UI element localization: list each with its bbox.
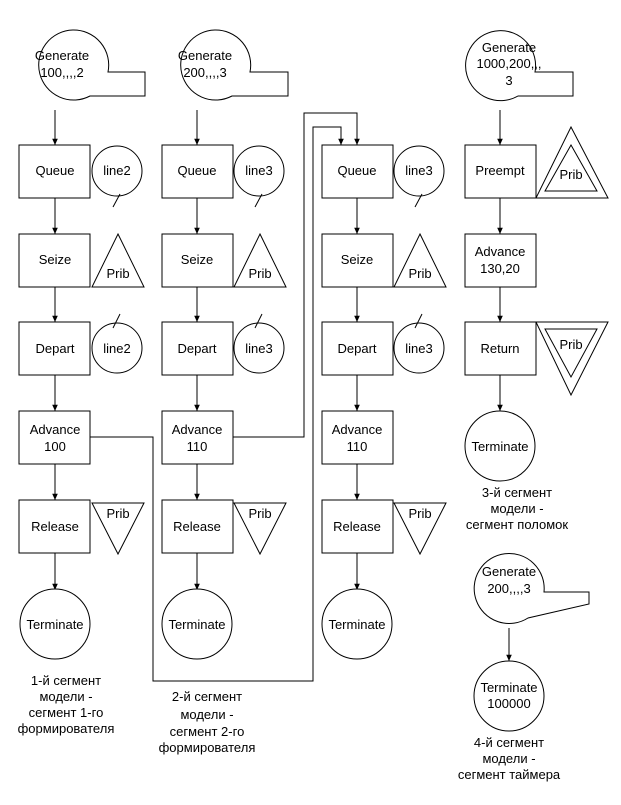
s4-terminate-block[interactable]: [474, 661, 544, 731]
s1-queue-block[interactable]: [19, 145, 90, 198]
s2-generate-block[interactable]: [178, 30, 288, 100]
svg-text:сегмент поломок: сегмент поломок: [465, 517, 569, 532]
segment-2: [159, 30, 288, 755]
s1-terminate-label: Terminate: [26, 617, 84, 632]
s3-advance-block[interactable]: [465, 234, 536, 287]
s1-depart-tag: [92, 314, 142, 373]
sh-queue-tag-label: line3: [405, 163, 433, 178]
s2-depart-tag: [234, 314, 284, 373]
sh-depart-block[interactable]: [322, 322, 393, 375]
sh-depart-tag-label: line3: [405, 341, 433, 356]
s2-depart-block[interactable]: [162, 322, 233, 375]
s1-advance-line2: 100: [44, 439, 66, 454]
svg-text:сегмент 1-го: сегмент 1-го: [28, 705, 104, 720]
sh-release-tag: [394, 503, 446, 554]
s4-terminate-line1: Terminate: [480, 680, 538, 695]
s1-queue-tag-label: line2: [103, 163, 131, 178]
s1-generate-line1: Generate: [34, 48, 90, 63]
s3-advance-line1: Advance: [474, 244, 526, 259]
s4-generate-block[interactable]: [474, 553, 589, 623]
s2-release-tag-label: Prib: [248, 506, 272, 521]
svg-text:2-й сегмент: 2-й сегмент: [171, 689, 243, 704]
s1-advance-line1: Advance: [29, 422, 81, 437]
s3-return-tag: [536, 322, 608, 395]
s1-generate-line2: 100,,,,2: [40, 65, 84, 80]
svg-text:1-й сегмент: 1-й сегмент: [30, 673, 102, 688]
sh-terminate-label: Terminate: [328, 617, 386, 632]
segment-3: [465, 31, 608, 532]
s3-return-label: Return: [480, 341, 520, 356]
s2-advance-line2: 110: [186, 439, 208, 454]
s2-queue-label: Queue: [177, 163, 217, 178]
s2-release-block[interactable]: [162, 500, 233, 553]
sh-queue-block[interactable]: [322, 145, 393, 198]
s2-depart-label: Depart: [177, 341, 217, 356]
segment-4: [458, 553, 589, 782]
s3-preempt-label: Preempt: [475, 163, 525, 178]
s2-release-tag: [234, 503, 286, 554]
s2-seize-label: Seize: [180, 252, 214, 267]
svg-text:сегмент 2-го: сегмент 2-го: [169, 724, 245, 739]
s1-queue-label: Queue: [35, 163, 75, 178]
s1-seize-tag: [92, 234, 144, 287]
s1-terminate-block[interactable]: [20, 589, 90, 659]
sh-queue-label: Queue: [337, 163, 377, 178]
s1-release-block[interactable]: [19, 500, 90, 553]
s1-release-tag: [92, 503, 144, 554]
svg-text:модели -: модели -: [482, 751, 536, 766]
s1-generate-block[interactable]: [35, 30, 145, 100]
s1-release-label: Release: [31, 519, 79, 534]
svg-text:модели -: модели -: [39, 689, 93, 704]
s2-generate-line2: 200,,,,3: [183, 65, 227, 80]
s2-queue-tag: [234, 146, 284, 207]
svg-text:3-й сегмент: 3-й сегмент: [481, 485, 553, 500]
sh-advance-line2: 110: [346, 439, 368, 454]
s2-seize-tag: [234, 234, 286, 287]
s3-advance-line2: 130,20: [480, 261, 520, 276]
s1-advance-block[interactable]: [19, 411, 90, 464]
s2-advance-block[interactable]: [162, 411, 233, 464]
svg-text:модели -: модели -: [490, 501, 544, 516]
s1-depart-block[interactable]: [19, 322, 90, 375]
s4-generate-line2: 200,,,,3: [487, 581, 531, 596]
s1-depart-tag-label: line2: [103, 341, 131, 356]
s4-terminate-line2: 100000: [487, 696, 531, 711]
s1-depart-label: Depart: [35, 341, 75, 356]
s3-preempt-tag-label: Prib: [559, 167, 583, 182]
s4-generate-line1: Generate: [481, 564, 537, 579]
svg-text:формирователя: формирователя: [17, 721, 115, 736]
s3-caption: [466, 485, 568, 532]
sh-seize-tag-label: Prib: [408, 266, 432, 281]
s3-generate-line2: 1000,200,,,: [476, 56, 542, 71]
segment-shared: [322, 145, 446, 659]
s1-seize-label: Seize: [38, 252, 72, 267]
s1-caption: [18, 673, 115, 736]
sh-seize-label: Seize: [340, 252, 374, 267]
sh-depart-tag: [394, 314, 444, 373]
s3-terminate-block[interactable]: [465, 411, 535, 481]
sh-release-tag-label: Prib: [408, 506, 432, 521]
svg-text:сегмент таймера: сегмент таймера: [457, 767, 561, 782]
s3-preempt-block[interactable]: [465, 145, 536, 198]
s3-generate-line3: 3: [505, 73, 513, 88]
s3-preempt-tag: [536, 127, 608, 198]
s2-terminate-block[interactable]: [162, 589, 232, 659]
s2-depart-tag-label: line3: [245, 341, 273, 356]
s1-seize-tag-label: Prib: [106, 266, 130, 281]
s2-queue-block[interactable]: [162, 145, 233, 198]
sh-depart-label: Depart: [337, 341, 377, 356]
sh-terminate-block[interactable]: [322, 589, 392, 659]
s2-seize-block[interactable]: [162, 234, 233, 287]
s4-caption: [458, 735, 561, 782]
s2-caption: [159, 689, 256, 755]
s1-queue-tag: [92, 146, 142, 207]
s2-generate-line1: Generate: [177, 48, 233, 63]
s1-release-tag-label: Prib: [106, 506, 130, 521]
s2-queue-tag-label: line3: [245, 163, 273, 178]
s2-terminate-label: Terminate: [168, 617, 226, 632]
s3-generate-line1: Generate: [481, 40, 537, 55]
sh-seize-tag: [394, 234, 446, 287]
s3-return-block[interactable]: [465, 322, 536, 375]
s3-return-tag-label: Prib: [559, 337, 583, 352]
s1-seize-block[interactable]: [19, 234, 90, 287]
segment-1: [18, 30, 145, 736]
s2-advance-line1: Advance: [171, 422, 223, 437]
sh-advance-line1: Advance: [331, 422, 383, 437]
sh-release-label: Release: [333, 519, 381, 534]
svg-text:формирователя: формирователя: [158, 740, 256, 755]
s3-generate-block[interactable]: [466, 31, 573, 101]
sh-release-block[interactable]: [322, 500, 393, 553]
s2-seize-tag-label: Prib: [248, 266, 272, 281]
s3-terminate-label: Terminate: [471, 439, 529, 454]
svg-text:4-й сегмент: 4-й сегмент: [473, 735, 545, 750]
svg-text:модели -: модели -: [180, 707, 234, 722]
sh-advance-block[interactable]: [322, 411, 393, 464]
sh-queue-tag: [394, 146, 444, 207]
sh-seize-block[interactable]: [322, 234, 393, 287]
s2-release-label: Release: [173, 519, 221, 534]
